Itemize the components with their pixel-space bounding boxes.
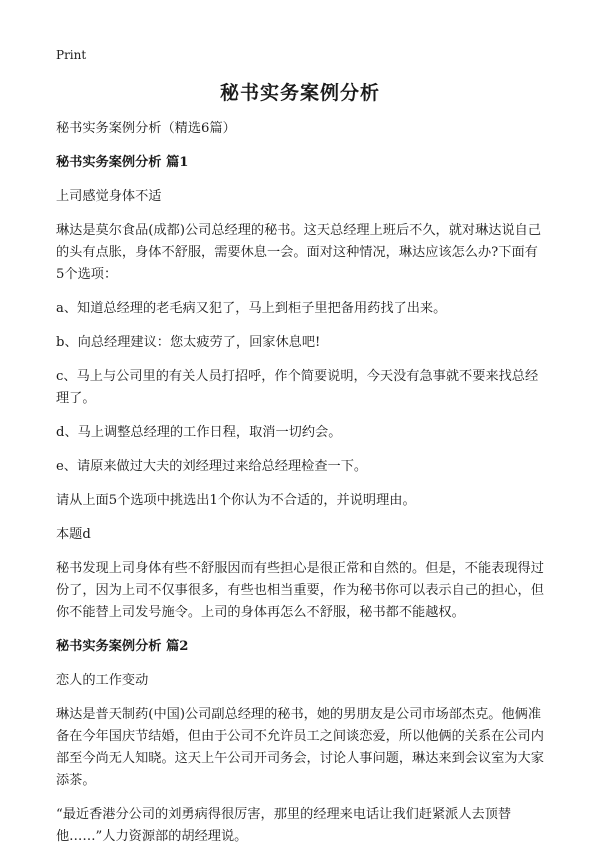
question-line: 请从上面5个选项中挑选出1个你认为不合适的，并说明理由。 [56,493,416,508]
intro-line: 秘书实务案例分析（精选6篇） [56,121,236,136]
section-subtitle-2: 恋人的工作变动 [56,673,149,688]
option-a: a、知道总经理的老毛病又犯了，马上到柜子里把备用药找了出来。 [56,301,447,316]
analysis-paragraph: 秘书发现上司身体有些不舒服因而有些担心是很正常和自然的。但是，不能表现得过份了，因为上司不仅事很多，有些也相当重要，作为秘书你可以表示自己的担心，但你不能替上司发号施令。上司的身体再怎么不舒服，秘书都不能越权。 [56,561,544,620]
option-d: d、马上调整总经理的工作日程，取消一切约会。 [56,425,342,440]
page-title: 秘书实务案例分析 [219,82,380,104]
section-subtitle-1: 上司感觉身体不适 [56,189,162,204]
option-e: e、请原来做过大夫的刘经理过来给总经理检查一下。 [56,459,368,474]
case-paragraph-1: 琳达是莫尔食品(成都)公司总经理的秘书。这天总经理上班后不久，就对琳达说自己的头有点胀，身体不舒服，需要休息一会。面对这种情况，琳达应该怎么办?下面有5个选项： [56,223,542,282]
quote-paragraph: “最近香港分公司的刘勇病得很厉害，那里的经理来电话让我们赶紧派人去顶替他……”人力资源部的胡经理说。 [56,807,512,844]
section-heading-2: 秘书实务案例分析 篇2 [56,639,189,654]
document-body [56,118,544,860]
answer-label: 本题d [56,527,91,542]
section-heading-1: 秘书实务案例分析 篇1 [56,155,189,170]
print-label[interactable]: Print [56,48,87,62]
option-b: b、向总经理建议：您太疲劳了，回家休息吧! [56,335,321,350]
option-c: c、马上与公司里的有关人员打招呼，作个简要说明，今天没有急事就不要来找总经理了。 [56,369,539,406]
case-paragraph-2: 琳达是普天制药(中国)公司副总经理的秘书，她的男朋友是公司市场部杰克。他俩准备在今年国庆节结婚，但由于公司不允许员工之间谈恋爱，所以他俩的关系在公司内部至今尚无人知晓。这天上午公司开司务会，讨论人事问题，琳达来到会议室为大家添茶。 [56,707,544,788]
